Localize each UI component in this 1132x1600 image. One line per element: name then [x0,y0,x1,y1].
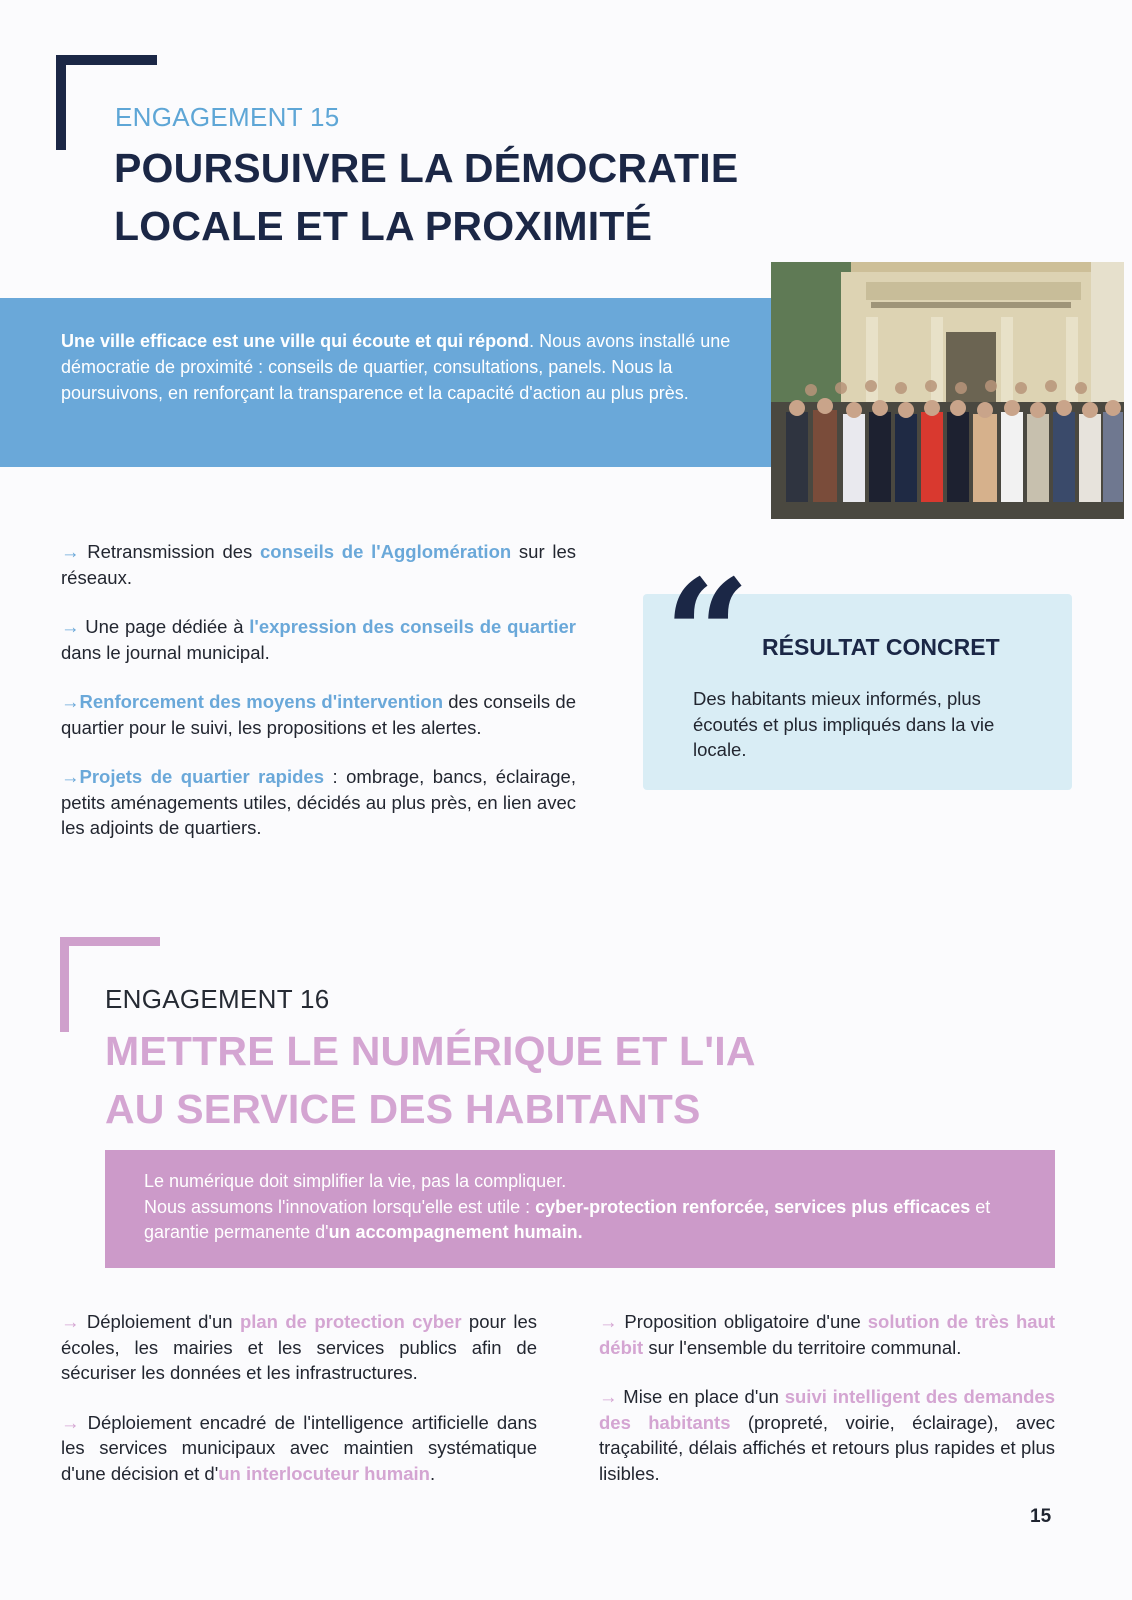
bullet-highlight: Projets de quartier rapides [79,766,324,787]
bullet-highlight: solution de très haut débit [599,1311,1055,1358]
page-number: 15 [1030,1506,1052,1527]
bullet-text: Une page dédiée à [79,616,250,637]
bullet-text: des conseils de quartier pour le suivi, les propositions et les alertes. [61,691,576,738]
bullet-highlight: plan de protection cyber [239,1311,462,1332]
corner-bracket-side [60,937,69,1032]
bullet-text: pour les écoles, les mairies et les services publics afin de sécuriser les données et les infrastructures. [61,1311,537,1383]
list-item [61,539,576,590]
engagement-16-label: ENGAGEMENT 16 [105,984,330,1014]
bullet-text: Déploiement d'un [79,1311,240,1332]
engagement-15-intro [0,298,771,467]
bullet-text: Mise en place d'un [617,1386,785,1407]
intro-text: . Nous avons installé une démocratie de proximité : conseils de quartier, consultations, panels. Nous la poursuivons, en renforçant la transparence et la capacité d'action au plus près. [61,331,731,403]
corner-bracket-top [60,937,160,946]
intro-text: et garantie permanente d' [144,1196,991,1242]
engagement-15-label: ENGAGEMENT 15 [115,102,340,132]
bullet-text: Déploiement encadré de l'intelligence artificielle dans les services municipaux avec maintien systématique d'une décision et d' [61,1411,537,1484]
engagement-16-intro [105,1150,1055,1268]
arrow-right-icon: → [61,616,80,637]
intro-bold-text: services plus efficaces [774,1196,971,1217]
arrow-right-icon: → [599,1311,618,1332]
list-item [61,764,576,841]
engagement-15-title-line2: LOCALE ET LA PROXIMITÉ [114,203,653,249]
bullet-text: sur les réseaux. [61,541,576,588]
bullet-text: : ombrage, bancs, éclairage, petits aménagements utiles, décidés au plus près, en lien avec les adjoints de quartiers. [61,766,576,838]
list-item [599,1309,1055,1360]
intro-bold-text: Une ville efficace est une ville qui écoute et qui répond [61,331,530,351]
intro-bold-text: cyber-protection renforcée [535,1196,765,1217]
result-text: Des habitants mieux informés, plus écoutés et plus impliqués dans la vie locale. [693,688,995,760]
bullet-highlight: Renforcement des moyens d'intervention [79,691,443,712]
engagement-15-title-line1: POURSUIVRE LA DÉMOCRATIE [114,145,739,191]
engagement-16-title-line1: METTRE LE NUMÉRIQUE ET L'IA [105,1028,756,1074]
list-item [61,614,576,665]
bullet-highlight: un interlocuteur humain [218,1462,430,1484]
corner-bracket-top [56,55,157,65]
engagement-16-bullet-list-right [599,1309,1055,1510]
bullet-text: (propreté, voirie, éclairage), avec traçabilité, délais affichés et retours plus rapides et plus lisibles. [599,1411,1055,1484]
bullet-text: Proposition obligatoire d'une [617,1311,868,1332]
intro-separator: , [764,1196,775,1217]
bullet-text: Retransmission des [79,541,261,562]
bullet-text: dans le journal municipal. [61,641,270,663]
bullet-highlight: l'expression des conseils de quartier [249,616,576,637]
intro-line [144,1195,1025,1246]
corner-bracket-side [56,55,66,150]
engagement-15-bullet-list [61,539,576,865]
engagement-16-bullet-list-left [61,1309,537,1510]
engagement-15-title [114,139,738,255]
list-item [61,689,576,740]
engagement-16-title [105,1022,756,1138]
list-item [61,1410,537,1487]
result-title: RÉSULTAT CONCRET [762,634,1000,660]
group-photo [771,262,1124,519]
bullet-highlight: conseils de l'Agglomération [260,541,512,562]
arrow-right-icon: → [599,1386,618,1407]
bullet-highlight: suivi intelligent des demandes des habitants [599,1386,1055,1433]
bullet-text: sur l'ensemble du territoire communal. [643,1336,962,1358]
list-item [61,1309,537,1386]
arrow-right-icon: → [61,766,80,787]
arrow-right-icon: → [61,691,80,712]
bullet-text: . [429,1462,436,1484]
engagement-16-title-line2: AU SERVICE DES HABITANTS [105,1086,701,1132]
list-item [599,1384,1055,1486]
arrow-right-icon: → [61,541,80,562]
quote-icon: “ [664,547,751,723]
arrow-right-icon: → [61,1411,80,1433]
intro-text: Nous assumons l'innovation lorsqu'elle est utile : [144,1196,536,1217]
intro-line: Le numérique doit simplifier la vie, pas la compliquer. [144,1171,567,1191]
intro-bold-text: un accompagnement humain. [328,1222,583,1242]
arrow-right-icon: → [61,1311,80,1332]
